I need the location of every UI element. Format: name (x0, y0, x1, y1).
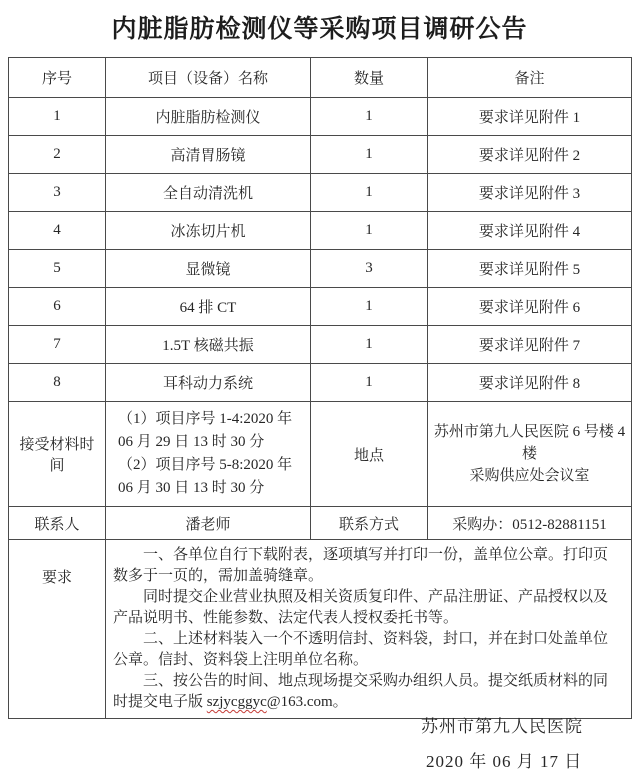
table-row (9, 136, 632, 174)
cell-qty: 1 (311, 326, 428, 364)
material-time-value (106, 402, 311, 507)
cell-no: 8 (9, 364, 106, 402)
cell-note: 要求详见附件 5 (428, 250, 632, 288)
place-value (428, 402, 632, 507)
requirement-paragraph: 同时提交企业营业执照及相关资质复印件、产品注册证、产品授权以及产品说明书、性能参数、法定代表人授权委托书等。 (113, 589, 609, 626)
email-domain: @163.com。 (266, 694, 348, 710)
contact-method-label: 联系方式 (311, 507, 428, 540)
cell-note: 要求详见附件 2 (428, 136, 632, 174)
cell-qty: 1 (311, 364, 428, 402)
time-line: （1）项目序号 1-4:2020 年 (118, 411, 293, 427)
cell-name: 全自动清洗机 (106, 174, 311, 212)
cell-no: 5 (9, 250, 106, 288)
cell-note: 要求详见附件 6 (428, 288, 632, 326)
cell-name: 1.5T 核磁共振 (106, 326, 311, 364)
contact-row (9, 507, 632, 540)
cell-qty: 1 (311, 174, 428, 212)
cell-name: 冰冻切片机 (106, 212, 311, 250)
material-time-row (9, 402, 632, 507)
cell-note: 要求详见附件 8 (428, 364, 632, 402)
place-label: 地点 (311, 402, 428, 507)
cell-no: 2 (9, 136, 106, 174)
cell-qty: 1 (311, 136, 428, 174)
requirement-paragraph: 一、各单位自行下载附表，逐项填写并打印一份，盖单位公章。打印页数多于一页的，需加盖骑缝章。 (113, 547, 609, 584)
requirement-paragraph (113, 671, 621, 713)
requirements-row (9, 540, 632, 719)
place-line: 苏州市第九人民医院 6 号楼 4 楼 (433, 424, 626, 462)
table-row (9, 288, 632, 326)
contact-method-value: 采购办：0512-82881151 (428, 507, 632, 540)
cell-name: 64 排 CT (106, 288, 311, 326)
table-row (9, 212, 632, 250)
cell-qty: 1 (311, 288, 428, 326)
cell-qty: 3 (311, 250, 428, 288)
cell-name: 耳科动力系统 (106, 364, 311, 402)
footer-organization: 苏州市第九人民医院 (421, 717, 583, 736)
col-header-no: 序号 (9, 58, 106, 98)
col-header-qty: 数量 (311, 58, 428, 98)
col-header-name: 项目（设备）名称 (106, 58, 311, 98)
procurement-table (8, 57, 632, 719)
contact-label: 联系人 (9, 507, 106, 540)
place-line: 采购供应处会议室 (469, 468, 590, 484)
requirement-paragraph: 二、上述材料装入一个不透明信封、资料袋，封口，并在封口处盖单位公章。信封、资料袋上注明单位名称。 (113, 631, 609, 668)
page-title: 内脏脂肪检测仪等采购项目调研公告 (111, 16, 528, 43)
cell-name: 显微镜 (106, 250, 311, 288)
cell-no: 4 (9, 212, 106, 250)
cell-note: 要求详见附件 7 (428, 326, 632, 364)
cell-no: 3 (9, 174, 106, 212)
cell-qty: 1 (311, 212, 428, 250)
table-row (9, 174, 632, 212)
cell-name: 高清胃肠镜 (106, 136, 311, 174)
time-line: 06 月 29 日 13 时 30 分 (118, 434, 265, 450)
cell-note: 要求详见附件 3 (428, 174, 632, 212)
cell-name: 内脏脂肪检测仪 (106, 98, 311, 136)
time-line: 06 月 30 日 13 时 30 分 (118, 480, 265, 496)
time-line: （2）项目序号 5-8:2020 年 (118, 457, 293, 473)
table-row (9, 364, 632, 402)
footer-date: 2020 年 06 月 17 日 (426, 752, 583, 771)
cell-qty: 1 (311, 98, 428, 136)
contact-name: 潘老师 (106, 507, 311, 540)
table-row (9, 326, 632, 364)
requirement-text: 三、按公告的时间、地点现场提交采购办组织人员。提交纸质材料的同时提交电子版 (113, 673, 609, 710)
cell-no: 6 (9, 288, 106, 326)
table-row (9, 98, 632, 136)
cell-note: 要求详见附件 1 (428, 98, 632, 136)
cell-no: 7 (9, 326, 106, 364)
material-time-label: 接受材料时间 (9, 402, 106, 507)
cell-note: 要求详见附件 4 (428, 212, 632, 250)
table-header-row (9, 58, 632, 98)
cell-no: 1 (9, 98, 106, 136)
requirements-content (106, 540, 632, 719)
email-username-flagged: szjycggyc (206, 694, 267, 710)
table-row (9, 250, 632, 288)
requirements-label: 要求 (9, 540, 106, 719)
col-header-note: 备注 (428, 58, 632, 98)
